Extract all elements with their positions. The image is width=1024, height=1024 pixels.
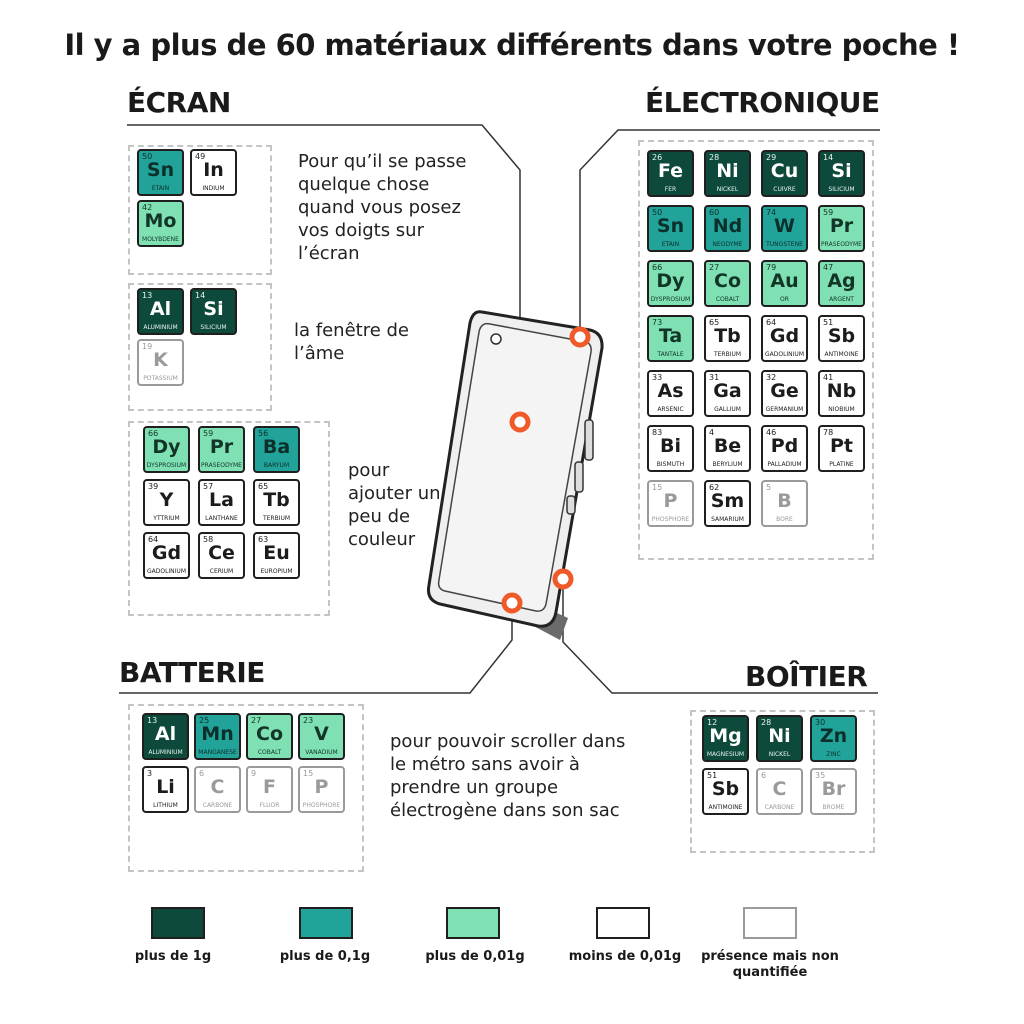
element-number: 6 <box>199 769 205 778</box>
element-number: 3 <box>147 769 153 778</box>
element-tile-b <box>761 480 808 527</box>
element-name: DYSPROSIUM <box>146 462 187 469</box>
legend-label-white: moins de 0,01g <box>568 949 682 964</box>
element-tile-w <box>761 205 808 252</box>
heading-batterie: BATTERIE <box>119 656 265 689</box>
element-symbol: Ba <box>262 436 291 458</box>
element-symbol: Ce <box>208 542 235 564</box>
element-symbol: Ni <box>716 160 739 182</box>
element-symbol: Sb <box>711 778 740 800</box>
element-name: MOLYBDÈNE <box>142 236 179 243</box>
element-symbol: Li <box>156 776 175 798</box>
element-tile-sn <box>137 149 184 196</box>
element-name: PLATINE <box>829 461 854 468</box>
element-name: FER <box>664 186 677 193</box>
element-name: NIOBIUM <box>828 406 855 413</box>
element-name: PHOSPHORE <box>651 516 690 523</box>
element-tile-al <box>137 288 184 335</box>
element-symbol: V <box>314 723 329 745</box>
element-number: 57 <box>203 482 214 491</box>
element-number: 46 <box>766 428 777 437</box>
legend-label-mint: plus de 0,01g <box>425 949 525 964</box>
element-name: TANTALE <box>657 351 684 358</box>
element-tile-cu <box>761 150 808 197</box>
element-number: 23 <box>303 716 314 725</box>
element-tile-in <box>190 149 237 196</box>
element-name: BERYLIUM <box>712 461 743 468</box>
element-number: 60 <box>709 208 720 217</box>
element-name: MAGNÉSIUM <box>706 751 745 758</box>
element-symbol: Au <box>770 270 799 292</box>
desc-batterie: pour pouvoir scroller dans le métro sans avoir à prendre un groupe électrogène dans son sac <box>390 731 626 821</box>
element-tile-bi <box>647 425 694 472</box>
element-symbol: Ga <box>713 380 742 402</box>
element-name: ÉTAIN <box>151 185 170 192</box>
connector-boitier <box>563 580 878 693</box>
element-symbol: Nb <box>826 380 857 402</box>
element-name: OR <box>780 296 789 303</box>
element-tile-p <box>298 766 345 813</box>
element-name: TERBIUM <box>262 515 291 522</box>
element-symbol: Tb <box>263 489 290 511</box>
marker-ecran <box>512 414 528 430</box>
legend-swatch-na <box>743 907 797 939</box>
legend-swatch-mint <box>446 907 500 939</box>
heading-boitier: BOÎTIER <box>745 660 868 693</box>
legend-swatch-dark <box>151 907 205 939</box>
element-symbol: Co <box>256 723 283 745</box>
element-tile-pt <box>818 425 865 472</box>
element-name: BARYUM <box>263 462 290 469</box>
element-name: TUNGSTÈNE <box>766 241 803 248</box>
element-symbol: Y <box>159 489 174 511</box>
element-name: LITHIUM <box>153 802 178 809</box>
page-title: Il y a plus de 60 matériaux différents dans votre poche ! <box>64 28 960 62</box>
element-symbol: Si <box>831 160 852 182</box>
element-name: MANGANÈSE <box>198 749 237 756</box>
element-number: 42 <box>142 203 153 212</box>
element-tile-sb <box>702 768 749 815</box>
element-symbol: Sm <box>710 490 745 512</box>
element-number: 9 <box>251 769 257 778</box>
element-name: VANADIUM <box>305 749 338 756</box>
element-number: 83 <box>652 428 663 437</box>
connector-batterie <box>119 604 512 693</box>
element-tile-la <box>198 479 245 526</box>
element-number: 6 <box>761 771 767 780</box>
element-number: 27 <box>709 263 720 272</box>
element-symbol: Pd <box>770 435 799 457</box>
element-name: EUROPIUM <box>260 568 293 575</box>
element-number: 65 <box>258 482 269 491</box>
element-tile-pr <box>198 426 245 473</box>
phone-body <box>428 312 602 626</box>
element-number: 59 <box>823 208 834 217</box>
element-symbol: Bi <box>660 435 681 457</box>
element-tile-tb <box>253 479 300 526</box>
element-number: 14 <box>823 153 834 162</box>
element-name: NICKEL <box>716 186 739 193</box>
element-tile-si <box>818 150 865 197</box>
element-symbol: K <box>153 349 168 371</box>
element-symbol: Pr <box>209 436 234 458</box>
element-name: YTTRIUM <box>153 515 180 522</box>
element-number: 63 <box>258 535 269 544</box>
element-name: ALUMINIUM <box>143 324 178 331</box>
element-number: 59 <box>203 429 214 438</box>
element-symbol: Sn <box>146 159 175 181</box>
element-number: 50 <box>142 152 153 161</box>
element-tile-al <box>142 713 189 760</box>
element-symbol: Ge <box>770 380 799 402</box>
element-number: 28 <box>761 718 772 727</box>
element-name: BROME <box>822 804 845 811</box>
element-number: 58 <box>203 535 214 544</box>
element-tile-sm <box>704 480 751 527</box>
element-name: SILICIUM <box>828 186 855 193</box>
element-name: DYSPROSIUM <box>650 296 691 303</box>
element-tile-gd <box>761 315 808 362</box>
element-tile-mo <box>137 200 184 247</box>
element-tile-ge <box>761 370 808 417</box>
element-symbol: Eu <box>263 542 290 564</box>
element-symbol: As <box>657 380 684 402</box>
element-tile-br <box>810 768 857 815</box>
element-name: ARGENT <box>829 296 854 303</box>
element-name: GERMANIUM <box>765 406 804 413</box>
element-number: 78 <box>823 428 834 437</box>
element-name: ANTIMOINE <box>824 351 859 358</box>
marker-boitier <box>555 571 571 587</box>
element-tile-tb <box>704 315 751 362</box>
element-number: 74 <box>766 208 777 217</box>
element-tile-eu <box>253 532 300 579</box>
element-number: 13 <box>147 716 158 725</box>
element-number: 27 <box>251 716 262 725</box>
element-name: PRASÉODYME <box>821 241 862 248</box>
element-number: 35 <box>815 771 826 780</box>
element-symbol: Tb <box>714 325 741 347</box>
element-symbol: Ag <box>827 270 856 292</box>
element-name: COBALT <box>715 296 740 303</box>
element-name: GALLIUM <box>714 406 741 413</box>
element-symbol: F <box>263 776 276 798</box>
marker-batterie <box>504 595 520 611</box>
element-number: 30 <box>815 718 826 727</box>
element-tile-dy <box>647 260 694 307</box>
element-number: 73 <box>652 318 663 327</box>
element-number: 28 <box>709 153 720 162</box>
element-number: 29 <box>766 153 777 162</box>
element-name: PALLADIUM <box>767 461 802 468</box>
element-tile-sb <box>818 315 865 362</box>
element-symbol: Fe <box>657 160 684 182</box>
element-symbol: Ni <box>768 725 791 747</box>
element-name: NÉODYME <box>712 241 743 248</box>
element-number: 12 <box>707 718 718 727</box>
element-number: 62 <box>709 483 720 492</box>
element-tile-ni <box>704 150 751 197</box>
desc-ecran-touch: Pour qu’il se passe quelque chose quand vous posez vos doigts sur l’écran <box>298 151 467 264</box>
element-tile-ga <box>704 370 751 417</box>
element-tile-mg <box>702 715 749 762</box>
element-tile-li <box>142 766 189 813</box>
element-tile-si <box>190 288 237 335</box>
element-tile-c <box>756 768 803 815</box>
element-name: CARBONE <box>764 804 795 811</box>
element-symbol: Dy <box>656 270 685 292</box>
element-symbol: C <box>210 776 225 798</box>
element-tile-k <box>137 339 184 386</box>
element-symbol: C <box>772 778 787 800</box>
element-number: 25 <box>199 716 210 725</box>
element-tile-ag <box>818 260 865 307</box>
element-name: INDIUM <box>202 185 225 192</box>
element-tile-ni <box>756 715 803 762</box>
element-tile-nb <box>818 370 865 417</box>
element-name: BORE <box>776 516 793 523</box>
legend-swatch-teal <box>299 907 353 939</box>
element-tile-mn <box>194 713 241 760</box>
element-tile-fe <box>647 150 694 197</box>
element-symbol: Pt <box>829 435 853 457</box>
legend-swatch-white <box>596 907 650 939</box>
element-number: 15 <box>303 769 314 778</box>
element-name: BISMUTH <box>656 461 685 468</box>
element-symbol: W <box>774 215 795 237</box>
element-tile-pd <box>761 425 808 472</box>
camera-hole <box>491 334 501 344</box>
element-symbol: Sb <box>827 325 856 347</box>
element-name: ARSENIC <box>657 406 684 413</box>
element-number: 66 <box>148 429 159 438</box>
element-number: 13 <box>142 291 153 300</box>
element-number: 64 <box>148 535 159 544</box>
element-number: 47 <box>823 263 834 272</box>
element-number: 33 <box>652 373 663 382</box>
element-number: 19 <box>142 342 153 351</box>
element-name: ALUMINIUM <box>148 749 183 756</box>
element-name: ÉTAIN <box>661 241 680 248</box>
element-symbol: Mg <box>709 725 742 747</box>
legend-label-teal: plus de 0,1g <box>279 949 371 964</box>
element-tile-as <box>647 370 694 417</box>
element-tile-co <box>704 260 751 307</box>
element-tile-zn <box>810 715 857 762</box>
element-name: CÉRIUM <box>209 568 234 575</box>
legend-label-na: présence mais non quantifiée <box>701 949 839 980</box>
element-number: 39 <box>148 482 159 491</box>
element-symbol: La <box>209 489 234 511</box>
element-number: 32 <box>766 373 777 382</box>
element-symbol: B <box>777 490 792 512</box>
marker-electronique <box>572 329 588 345</box>
element-name: POTASSIUM <box>143 375 178 382</box>
element-name: SILICIUM <box>200 324 227 331</box>
element-symbol: Gd <box>769 325 800 347</box>
element-symbol: Sn <box>656 215 685 237</box>
element-name: NICKEL <box>768 751 791 758</box>
element-number: 49 <box>195 152 206 161</box>
element-tile-au <box>761 260 808 307</box>
element-number: 50 <box>652 208 663 217</box>
element-symbol: Gd <box>151 542 182 564</box>
element-symbol: Si <box>203 298 224 320</box>
element-symbol: Co <box>714 270 741 292</box>
element-name: LANTHANE <box>205 515 238 522</box>
element-symbol: Cu <box>770 160 799 182</box>
element-name: COBALT <box>257 749 282 756</box>
element-number: 41 <box>823 373 834 382</box>
element-number: 66 <box>652 263 663 272</box>
element-tile-ce <box>198 532 245 579</box>
element-number: 56 <box>258 429 269 438</box>
element-tile-co <box>246 713 293 760</box>
heading-ecran: ÉCRAN <box>127 86 231 119</box>
element-symbol: Pr <box>829 215 854 237</box>
element-tile-ba <box>253 426 300 473</box>
element-tile-be <box>704 425 751 472</box>
element-number: 51 <box>707 771 718 780</box>
element-number: 14 <box>195 291 206 300</box>
element-symbol: Ta <box>658 325 683 347</box>
element-name: CARBONE <box>202 802 233 809</box>
element-tile-p <box>647 480 694 527</box>
element-tile-v <box>298 713 345 760</box>
element-symbol: Nd <box>712 215 743 237</box>
element-tile-pr <box>818 205 865 252</box>
element-name: PHOSPHORE <box>302 802 341 809</box>
element-name: SAMARIUM <box>711 516 744 523</box>
element-number: 26 <box>652 153 663 162</box>
desc-ecran-window: la fenêtre de l’âme <box>294 320 410 364</box>
element-symbol: Be <box>713 435 742 457</box>
element-number: 64 <box>766 318 777 327</box>
legend-label-dark: plus de 1g <box>134 949 212 964</box>
element-name: PRASÉODYME <box>201 462 242 469</box>
element-symbol: P <box>663 490 678 512</box>
element-tile-ta <box>647 315 694 362</box>
element-tile-nd <box>704 205 751 252</box>
element-number: 15 <box>652 483 663 492</box>
element-number: 79 <box>766 263 777 272</box>
element-name: CUIVRE <box>773 186 796 193</box>
element-tile-sn <box>647 205 694 252</box>
element-name: ANTIMOINE <box>708 804 743 811</box>
element-name: GADOLINIUM <box>146 568 187 575</box>
element-tile-y <box>143 479 190 526</box>
element-symbol: Mo <box>144 210 177 232</box>
element-name: GADOLINIUM <box>764 351 805 358</box>
element-symbol: Al <box>154 723 177 745</box>
element-number: 65 <box>709 318 720 327</box>
element-tile-c <box>194 766 241 813</box>
heading-electronique: ÉLECTRONIQUE <box>645 86 880 119</box>
element-tile-f <box>246 766 293 813</box>
element-number: 31 <box>709 373 720 382</box>
element-symbol: Mn <box>201 723 234 745</box>
element-symbol: P <box>314 776 329 798</box>
element-symbol: Zn <box>819 725 848 747</box>
element-symbol: Al <box>149 298 172 320</box>
element-number: 51 <box>823 318 834 327</box>
element-number: 4 <box>709 428 715 437</box>
element-name: FLUOR <box>259 802 280 809</box>
element-name: ZINC <box>826 751 841 758</box>
element-symbol: Dy <box>152 436 181 458</box>
element-number: 5 <box>766 483 772 492</box>
element-symbol: In <box>203 159 224 181</box>
element-symbol: Br <box>821 778 846 800</box>
desc-ecran-color: pour ajouter un peu de couleur <box>348 460 441 550</box>
element-tile-gd <box>143 532 190 579</box>
element-name: TERBIUM <box>713 351 742 358</box>
element-tile-dy <box>143 426 190 473</box>
